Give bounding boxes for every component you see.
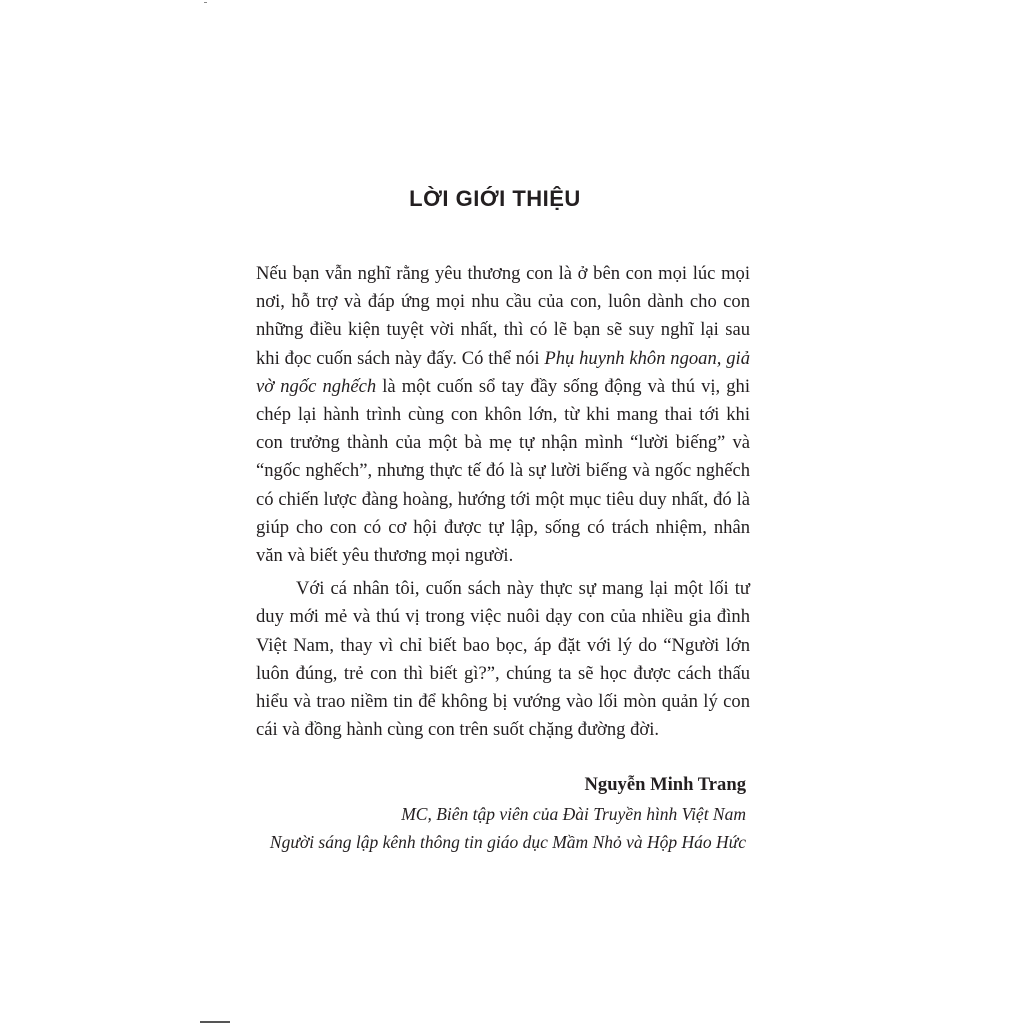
book-title-italic: Phụ huynh khôn ngoan, giả vờ ngốc nghếch — [256, 347, 750, 397]
author-role-2: Người sáng lập kênh thông tin giáo dục Mầm Nhỏ và Hộp Háo Hức — [269, 832, 746, 852]
body-text — [256, 260, 750, 749]
paragraph-1-text-end: là một cuốn sổ tay đầy sống động và thú vị, ghi chép lại hành trình cùng con khôn lớn, từ khi mang thai tới khi con trưởng thành của một bà mẹ tự nhận mình “lười biếng” và “ngốc nghếch”, nhưng thực tế đó là sự lười biếng và ngốc nghếch có chiến lược đàng hoàng, hướng tới một mục tiêu duy nhất, đó là giúp cho con có cơ hội được tự lập, sống có trách nhiệm, nhân văn và biết yêu thương mọi người. — [256, 375, 751, 567]
paragraph-1 — [256, 260, 750, 570]
scan-mark-bottom — [200, 1021, 230, 1023]
paragraph-2: Với cá nhân tôi, cuốn sách này thực sự mang lại một lối tư duy mới mẻ và thú vị trong việc nuôi dạy con của nhiều gia đình Việt Nam, thay vì chỉ biết bao bọc, áp đặt với lý do “Người lớn luôn đúng, trẻ con thì biết gì?”, chúng ta sẽ học được cách thấu hiểu và trao niềm tin để không bị vướng vào lối mòn quản lý con cái và đồng hành cùng con trên suốt chặng đường đời. — [256, 578, 750, 741]
page-title: LỜI GIỚI THIỆU — [409, 186, 581, 211]
paragraph-1-text-start: Nếu bạn vẫn nghĩ rằng yêu thương con là ở bên con mọi lúc mọi nơi, hỗ trợ và đáp ứng mọi nhu cầu của con, luôn dành cho con những điều kiện tuyệt vời nhất, thì có lẽ bạn sẽ suy nghĩ lại sau khi đọc cuốn sách này đấy. Có thể nói — [256, 263, 750, 369]
scan-mark-top — [204, 2, 207, 3]
signature-block — [256, 770, 746, 856]
author-name: Nguyễn Minh Trang — [584, 774, 746, 795]
author-role-1: MC, Biên tập viên của Đài Truyền hình Việt Nam — [401, 804, 746, 824]
